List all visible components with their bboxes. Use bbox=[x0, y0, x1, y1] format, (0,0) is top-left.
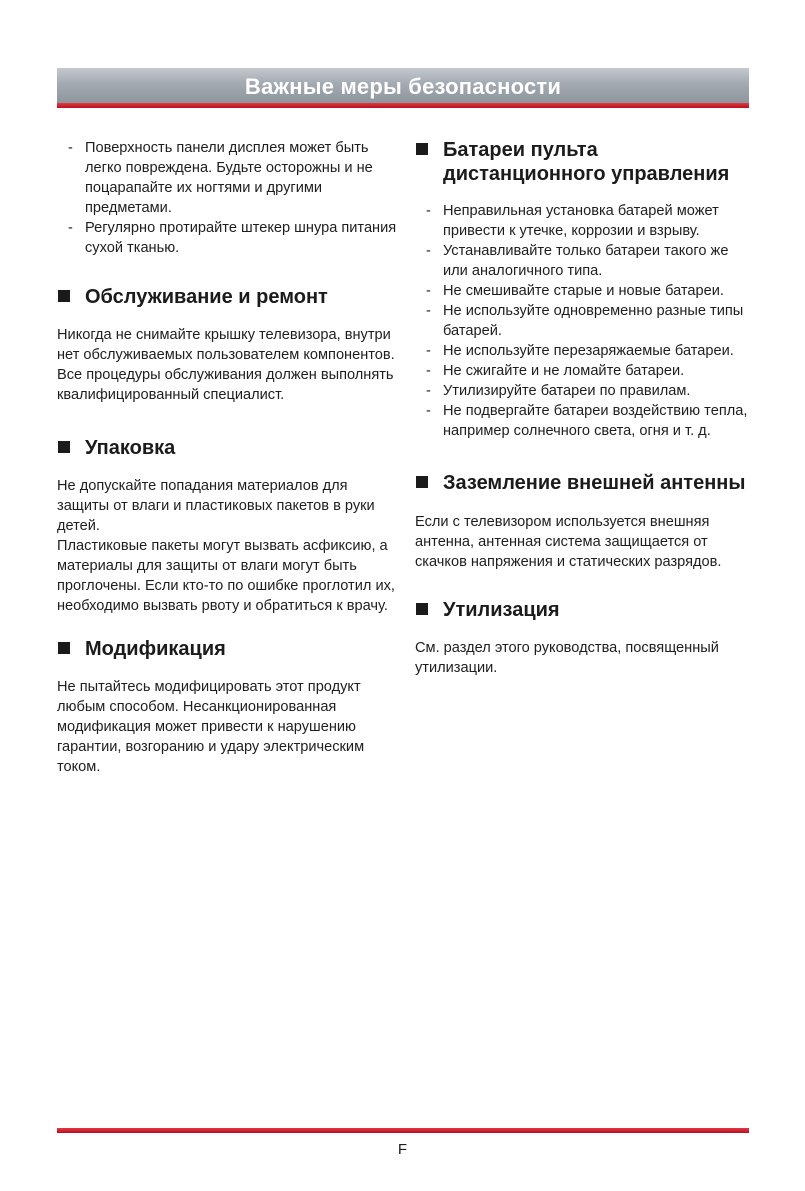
list-item: - Устанавливайте только батареи такого же или аналогичного типа. bbox=[415, 241, 755, 281]
square-bullet-icon bbox=[58, 290, 70, 302]
antenna-text: Если с телевизором используется внешняя антенна, антенная система защищается от скачков напряжения и статических разрядов. bbox=[415, 514, 722, 570]
list-item: - Неправильная установка батарей может привести к утечке, коррозии и взрыву. bbox=[415, 201, 755, 241]
list-item: - Не подвергайте батареи воздействию тепла, например солнечного света, огня и т. д. bbox=[415, 401, 755, 441]
section-heading-packaging bbox=[57, 436, 397, 460]
footer-divider bbox=[57, 1128, 749, 1133]
square-bullet-icon bbox=[416, 603, 428, 615]
heading-text: Батареи пульта дистанционного управления bbox=[443, 139, 730, 185]
heading-text: Обслуживание и ремонт bbox=[85, 286, 328, 308]
section-heading-service bbox=[57, 285, 397, 309]
square-bullet-icon bbox=[58, 642, 70, 654]
list-item: - Не смешивайте старые и новые батареи. bbox=[415, 281, 755, 301]
list-item: - Утилизируйте батареи по правилам. bbox=[415, 381, 755, 401]
heading-text: Упаковка bbox=[85, 437, 176, 459]
heading-text: Заземление внешней антенны bbox=[443, 472, 746, 494]
section-heading-antenna bbox=[415, 471, 755, 495]
square-bullet-icon bbox=[58, 441, 70, 453]
section-heading-batteries bbox=[415, 138, 755, 186]
packaging-text-2: Пластиковые пакеты могут вызвать асфиксию, а материалы для защиты от влаги могут быть проглочены. Если кто-то по ошибке проглотил их, необходимо вызвать рвоту и обратиться к врачу. bbox=[57, 538, 395, 614]
right-column bbox=[415, 138, 755, 678]
list-item: - Поверхность панели дисплея может быть легко повреждена. Будьте осторожны и не поцарапайте их ногтями и другими предметами. bbox=[57, 138, 397, 218]
batteries-list bbox=[415, 201, 755, 441]
disposal-text: См. раздел этого руководства, посвященный утилизации. bbox=[415, 640, 719, 676]
section-heading-modification bbox=[57, 637, 397, 661]
left-column bbox=[57, 138, 397, 777]
list-item: - Регулярно протирайте штекер шнура питания сухой тканью. bbox=[57, 218, 397, 258]
modification-text: Не пытайтесь модифицировать этот продукт любым способом. Несанкционированная модификация может привести к нарушению гарантии, возгоранию и удару электрическим током. bbox=[57, 679, 365, 775]
page-title: Важные меры безопасности bbox=[244, 74, 562, 99]
square-bullet-icon bbox=[416, 143, 428, 155]
square-bullet-icon bbox=[416, 476, 428, 488]
list-item: - Не используйте одновременно разные типы батарей. bbox=[415, 301, 755, 341]
header-divider bbox=[57, 103, 749, 108]
page-number: F bbox=[397, 1141, 408, 1158]
packaging-text-1: Не допускайте попадания материалов для защиты от влаги и пластиковых пакетов в руки детей. bbox=[57, 478, 375, 534]
heading-text: Модификация bbox=[85, 638, 226, 660]
list-item: - Не используйте перезаряжаемые батареи. bbox=[415, 341, 755, 361]
section-heading-disposal bbox=[415, 598, 755, 622]
display-care-list bbox=[57, 138, 397, 258]
list-item: - Не сжигайте и не ломайте батареи. bbox=[415, 361, 755, 381]
page-header-bar bbox=[57, 68, 749, 103]
service-text: Никогда не снимайте крышку телевизора, внутри нет обслуживаемых пользователем компонентов. Все процедуры обслуживания должен выполнять квалифицированный специалист. bbox=[57, 327, 395, 403]
heading-text: Утилизация bbox=[443, 599, 560, 621]
